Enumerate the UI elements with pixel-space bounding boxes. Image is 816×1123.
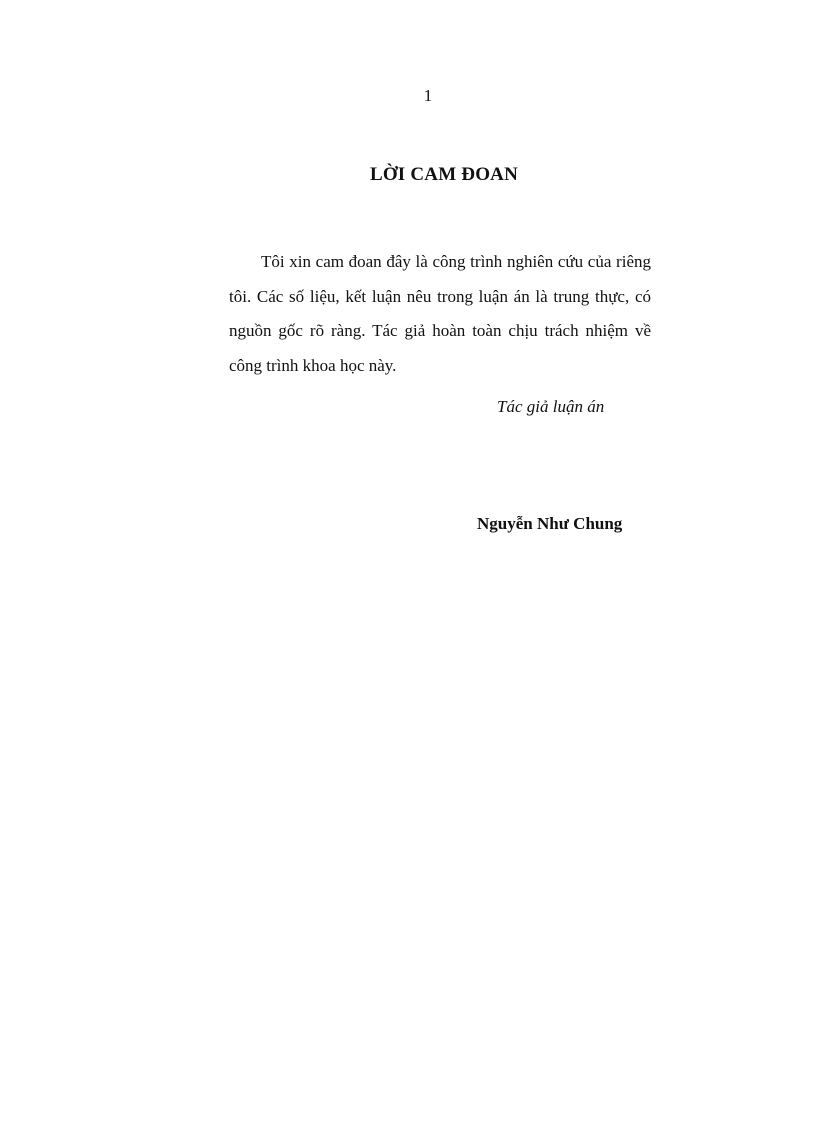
page-number: 1: [423, 86, 433, 105]
signature-name: Nguyễn Như Chung: [477, 514, 623, 533]
declaration-title: LỜI CAM ĐOAN: [369, 164, 519, 185]
signature-role: Tác giả luận án: [497, 397, 605, 416]
declaration-body: Tôi xin cam đoan đây là công trình nghiên cứu của riêng tôi. Các số liệu, kết luận nêu trong luận án là trung thực, có nguồn gốc rõ ràng. Tác giả hoàn toàn chịu trách nhiệm về công trình khoa học này.: [229, 252, 651, 375]
